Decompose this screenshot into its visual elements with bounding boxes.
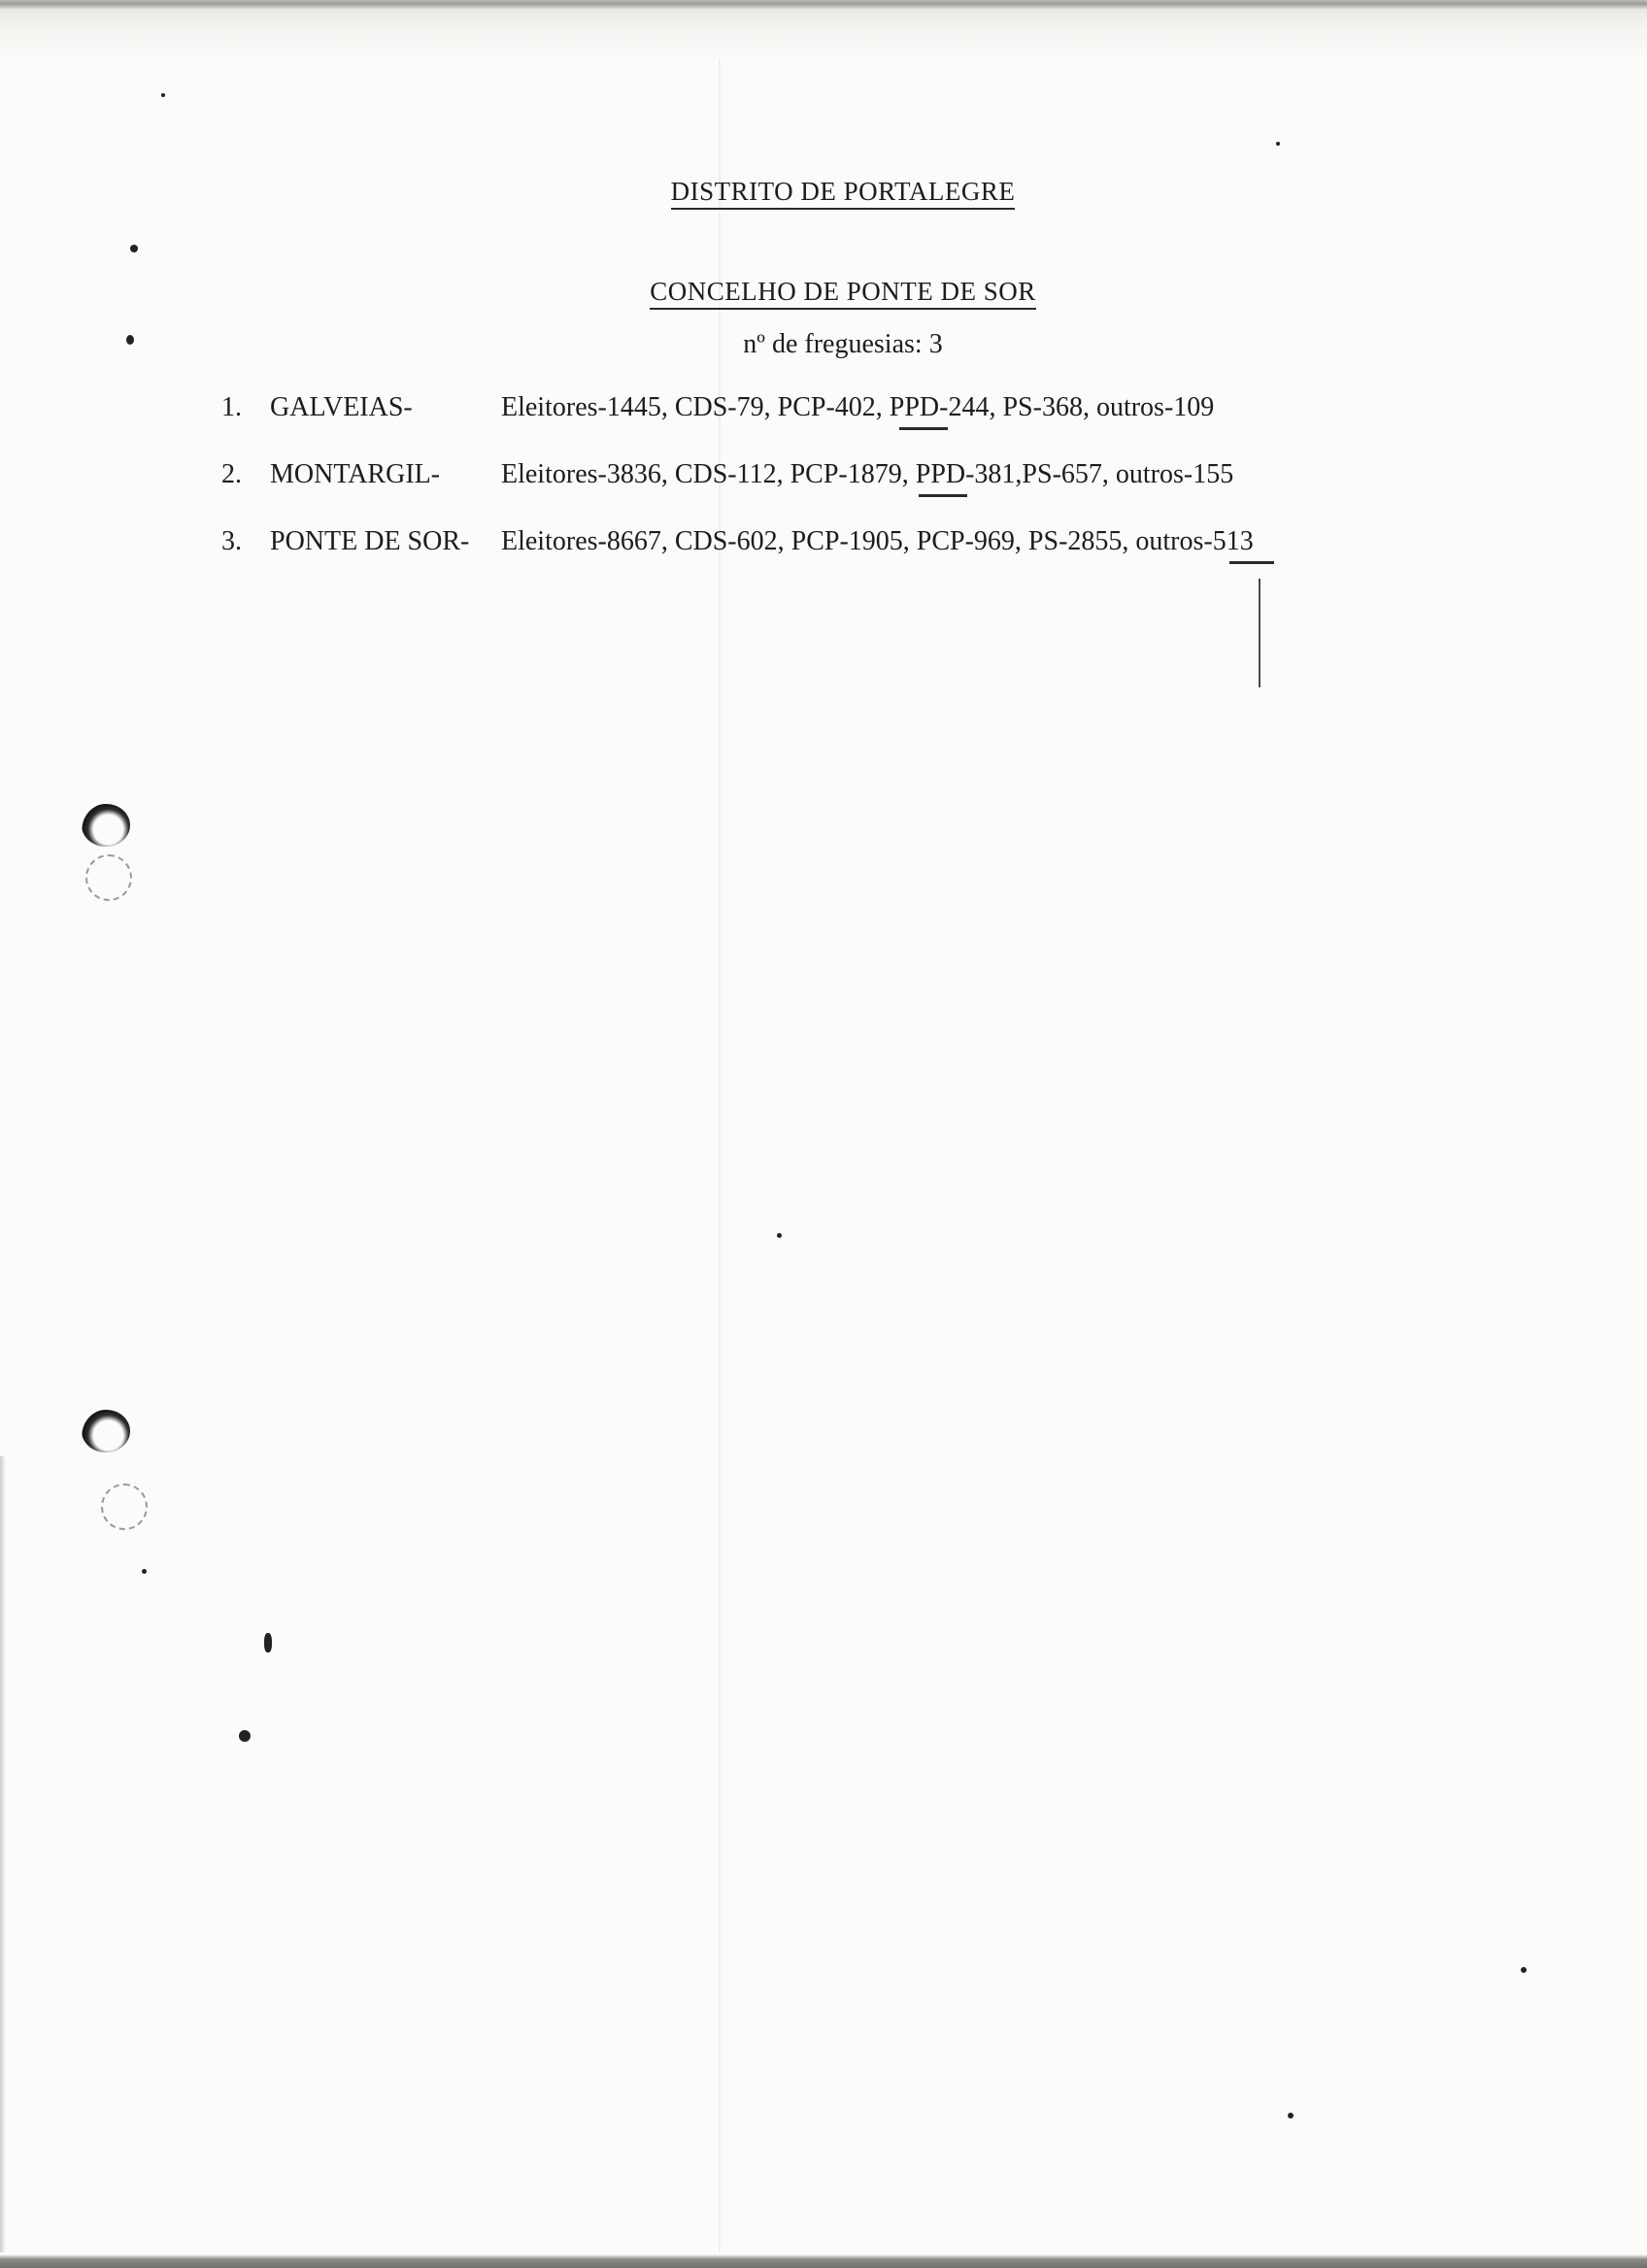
handwritten-underline [899,427,948,430]
parish-name: GALVEIAS- [270,392,413,422]
ink-speck [264,1633,272,1652]
scan-left-edge [0,1456,6,2252]
scan-top-edge [0,0,1647,58]
ink-speck [777,1233,782,1238]
handwritten-underline [1229,561,1274,564]
parish-name: PONTE DE SOR- [270,526,470,556]
punch-hole-mark [85,854,132,901]
ink-speck [130,245,138,252]
parish-results: Eleitores-3836, CDS-112, PCP-1879, PPD-381,PS-657, outros-155 [501,459,1234,489]
district-heading-text: DISTRITO DE PORTALEGRE [671,177,1016,210]
page-fold-line [719,58,721,2252]
parishes-count-line: nº de freguesias: 3 [743,329,943,359]
ink-speck [142,1569,147,1574]
ink-speck [161,93,165,97]
ink-speck [126,335,134,345]
council-heading-text: CONCELHO DE PONTE DE SOR [650,277,1036,310]
parish-row [221,392,1214,423]
punch-hole-mark [101,1484,148,1530]
parish-results: Eleitores-1445, CDS-79, PCP-402, PPD-244, PS-368, outros-109 [501,392,1215,422]
parish-number: 2. [221,459,242,489]
parish-number: 3. [221,526,242,556]
parish-number: 1. [221,392,242,422]
parish-row [221,526,1254,557]
parish-name: MONTARGIL- [270,459,441,489]
council-heading [19,277,1647,307]
parish-row [221,459,1233,490]
punch-hole-mark [82,1410,130,1452]
punch-hole-mark [82,804,130,847]
handwritten-underline [919,494,967,497]
ink-speck [1288,2113,1294,2118]
ink-speck [239,1730,251,1742]
parish-results: Eleitores-8667, CDS-602, PCP-1905, PCP-969, PS-2855, outros-513 [501,526,1254,556]
handwritten-mark [1259,579,1260,687]
scan-bottom-edge [0,2254,1647,2268]
ink-speck [1276,142,1280,146]
district-heading [19,177,1647,207]
ink-speck [1521,1967,1527,1973]
